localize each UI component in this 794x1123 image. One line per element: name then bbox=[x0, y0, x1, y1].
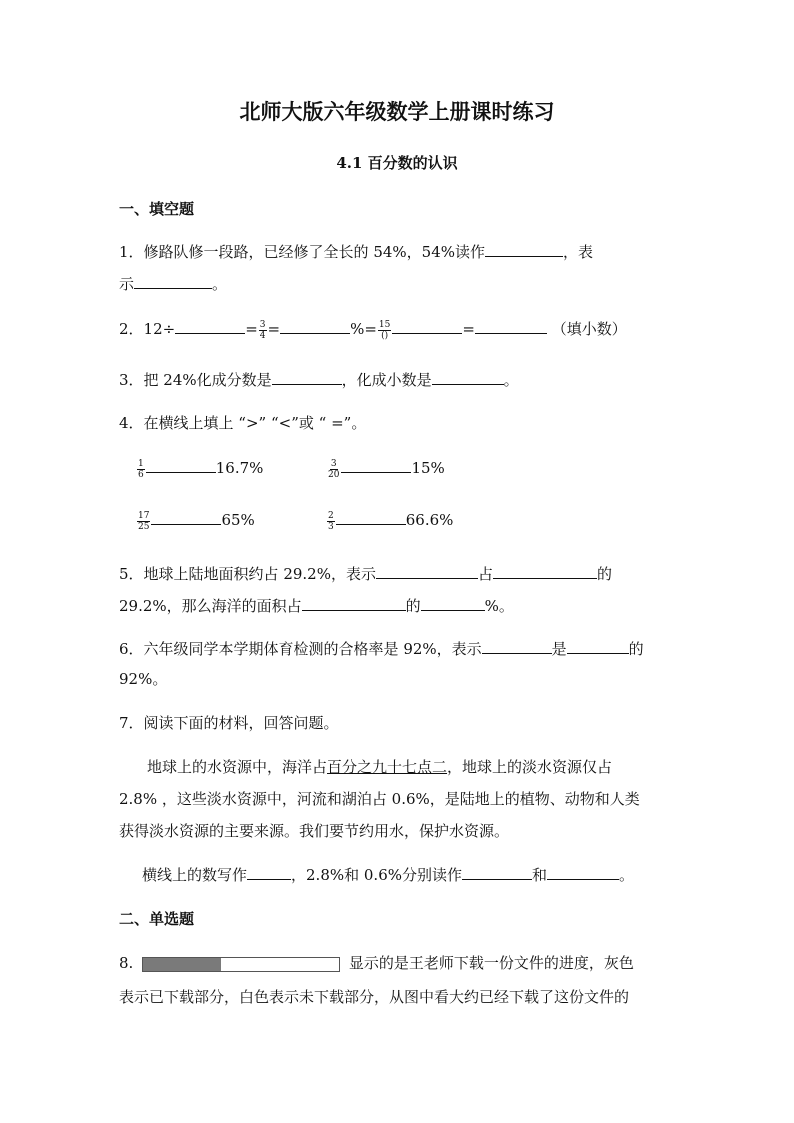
answer-blank[interactable] bbox=[376, 563, 478, 579]
question-2: 2．12÷ = $\frac{3}{4}$ = %= $\frac{15}{()}$ = （填小数） bbox=[119, 319, 627, 341]
section-heading-single-choice: 二、单选题 bbox=[119, 910, 195, 928]
question-5-line-2: 29.2%，那么海洋的面积占 的 %。 bbox=[119, 597, 514, 615]
question-7-blanks: 横线上的数写作 ，2.8%和 0.6%分别读作 和 。 bbox=[142, 866, 635, 884]
answer-blank[interactable] bbox=[341, 457, 411, 473]
answer-blank[interactable] bbox=[336, 509, 406, 525]
section-heading-fill-blank: 一、填空题 bbox=[119, 200, 195, 218]
answer-blank[interactable] bbox=[392, 318, 462, 334]
question-6-line-1: 6．六年级同学本学期体育检测的合格率是 92%，表示 是 的 bbox=[119, 640, 644, 658]
answer-blank[interactable] bbox=[493, 563, 597, 579]
comparison-item: $\frac{1}{6}$ 16.7% bbox=[138, 458, 264, 480]
question-1-line-1: 1．修路队修一段路，已经修了全长的 54%，54%读作 ，表 bbox=[119, 243, 594, 261]
download-progress-bar bbox=[142, 957, 340, 972]
answer-blank[interactable] bbox=[475, 318, 547, 334]
answer-blank[interactable] bbox=[302, 595, 406, 611]
answer-blank[interactable] bbox=[432, 369, 504, 385]
answer-blank[interactable] bbox=[272, 369, 342, 385]
answer-blank[interactable] bbox=[175, 318, 245, 334]
question-6-line-2: 92%。 bbox=[119, 670, 168, 688]
answer-blank[interactable] bbox=[151, 509, 221, 525]
answer-blank[interactable] bbox=[247, 864, 291, 880]
answer-blank[interactable] bbox=[146, 457, 216, 473]
question-7: 7．阅读下面的材料，回答问题。 bbox=[119, 714, 339, 732]
question-8-line-1: 8. 显示的是王老师下载一份文件的进度，灰色 bbox=[119, 954, 634, 972]
progress-fill bbox=[143, 958, 221, 971]
fraction: $\frac{3}{4}$ bbox=[259, 319, 266, 341]
passage-line-3: 获得淡水资源的主要来源。我们要节约用水，保护水资源。 bbox=[119, 822, 510, 840]
comparison-item: $\frac{3}{20}$ 15% bbox=[328, 458, 445, 480]
page-subtitle: 4.1 百分数的认识 bbox=[336, 154, 458, 172]
page-title: 北师大版六年级数学上册课时练习 bbox=[239, 99, 555, 124]
question-8-line-2: 表示已下载部分，白色表示未下载部分，从图中看大约已经下载了这份文件的 bbox=[119, 988, 630, 1006]
question-5-line-1: 5．地球上陆地面积约占 29.2%，表示 占 的 bbox=[119, 565, 612, 583]
answer-blank[interactable] bbox=[421, 595, 485, 611]
comparison-item: $\frac{17}{25}$ 65% bbox=[138, 510, 255, 532]
question-1-line-2: 示 。 bbox=[119, 275, 228, 293]
answer-blank[interactable] bbox=[485, 241, 563, 257]
passage-line-2: 2.8% ，这些淡水资源中，河流和湖泊占 0.6%，是陆地上的植物、动物和人类 bbox=[119, 790, 640, 808]
comparison-item: $\frac{2}{3}$ 66.6% bbox=[328, 510, 454, 532]
answer-blank[interactable] bbox=[567, 638, 629, 654]
answer-blank[interactable] bbox=[482, 638, 552, 654]
answer-blank[interactable] bbox=[547, 864, 619, 880]
answer-blank[interactable] bbox=[280, 318, 350, 334]
passage-line-1: 地球上的水资源中，海洋占百分之九十七点二，地球上的淡水资源仅占 bbox=[147, 758, 613, 776]
fraction: $\frac{15}{()}$ bbox=[378, 319, 391, 341]
answer-blank[interactable] bbox=[134, 273, 212, 289]
answer-blank[interactable] bbox=[462, 864, 532, 880]
question-3: 3．把 24%化成分数是 ，化成小数是 。 bbox=[119, 371, 519, 389]
underlined-number: 百分之九十七点二 bbox=[327, 758, 448, 776]
question-4: 4．在横线上填上 “>” “<”或 “ =”。 bbox=[119, 414, 367, 432]
